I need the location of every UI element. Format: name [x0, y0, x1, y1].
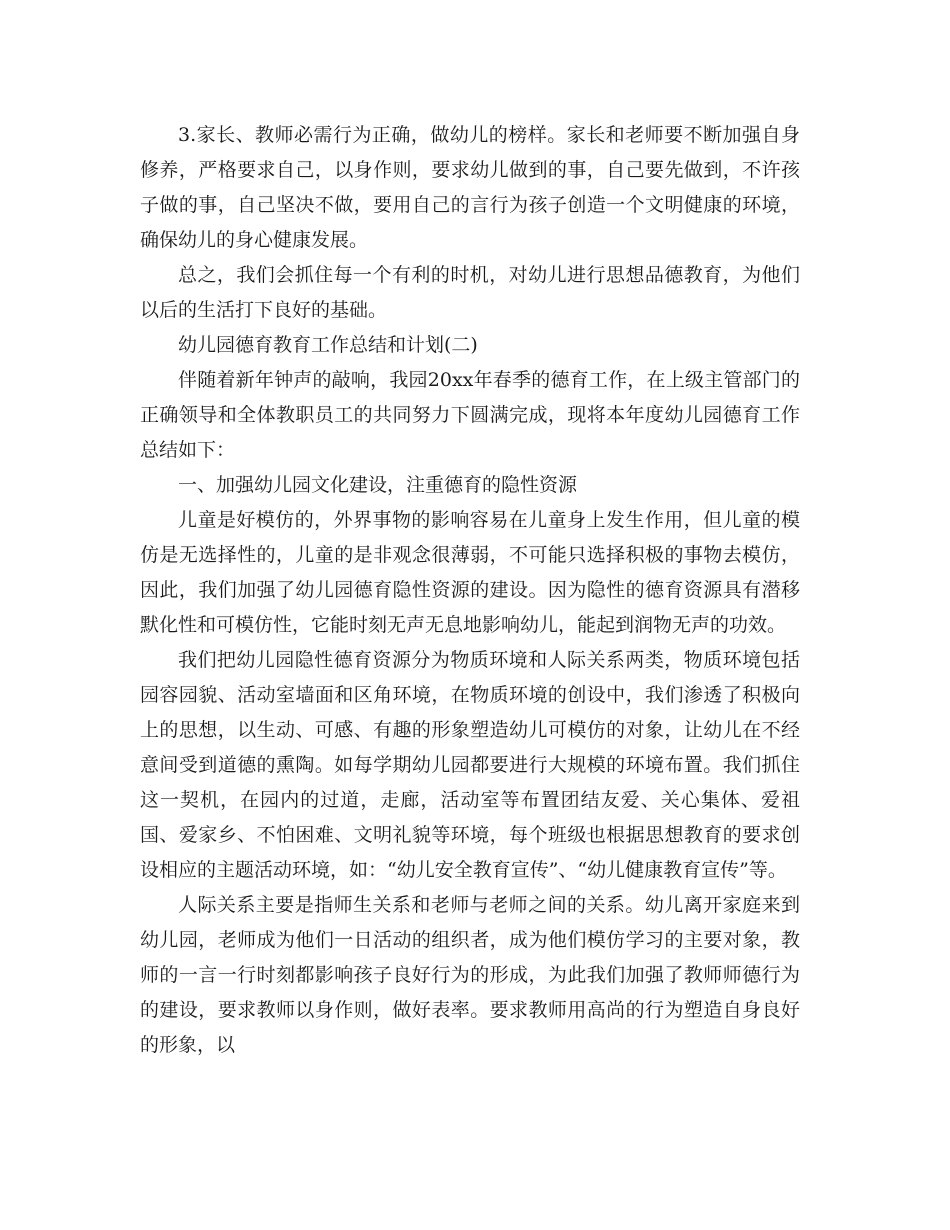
document-body: [140, 118, 800, 1063]
paragraph-conclusion: 总之，我们会抓住每一个有利的时机，对幼儿进行思想品德教育，为他们以后的生活打下良好的基础。: [140, 264, 800, 321]
paragraph-intro: 伴随着新年钟声的敲响，我园20xx年春季的德育工作，在上级主管部门的正确领导和全体教职员工的共同努力下圆满完成，现将本年度幼儿园德育工作总结如下：: [140, 369, 800, 461]
paragraph-imitation: 儿童是好模仿的，外界事物的影响容易在儿童身上发生作用，但儿童的模仿是无选择性的，儿童的是非观念很薄弱，不可能只选择积极的事物去模仿，因此，我们加强了幼儿园德育隐性资源的建设。因为隐性的德育资源具有潜移默化性和可模仿性，它能时刻无声无息地影响幼儿，能起到润物无声的功效。: [140, 509, 800, 636]
paragraph-interpersonal-relations: 人际关系主要是指师生关系和老师与老师之间的关系。幼儿离开家庭来到幼儿园，老师成为他们一日活动的组织者，成为他们模仿学习的主要对象，教师的一言一行时刻都影响孩子良好行为的形成，为此我们加强了教师师德行为的建设，要求教师以身作则，做好表率。要求教师用高尚的行为塑造自身良好的形象，以: [140, 894, 800, 1056]
section-heading-culture-building: 一、加强幼儿园文化建设，注重德育的隐性资源: [178, 474, 578, 496]
section-title-summary-plan-2: 幼儿园德育教育工作总结和计划(二): [178, 334, 478, 356]
paragraph-material-environment: 我们把幼儿园隐性德育资源分为物质环境和人际关系两类，物质环境包括园容园貌、活动室墙面和区角环境，在物质环境的创设中，我们渗透了积极向上的思想，以生动、可感、有趣的形象塑造幼儿可模仿的对象，让幼儿在不经意间受到道德的熏陶。如每学期幼儿园都要进行大规模的环境布置。我们抓住这一契机，在园内的过道，走廊，活动室等布置团结友爱、关心集体、爱祖国、爱家乡、不怕困难、文明礼貌等环境，每个班级也根据思想教育的要求创设相应的主题活动环境，如：“幼儿安全教育宣传”、“幼儿健康教育宣传”等。: [140, 649, 800, 881]
paragraph-parent-teacher-role-model: 3.家长、教师必需行为正确，做幼儿的榜样。家长和老师要不断加强自身修养，严格要求自己，以身作则，要求幼儿做到的事，自己要先做到，不许孩子做的事，自己坚决不做，要用自己的言行为孩子创造一个文明健康的环境，确保幼儿的身心健康发展。: [140, 124, 800, 251]
